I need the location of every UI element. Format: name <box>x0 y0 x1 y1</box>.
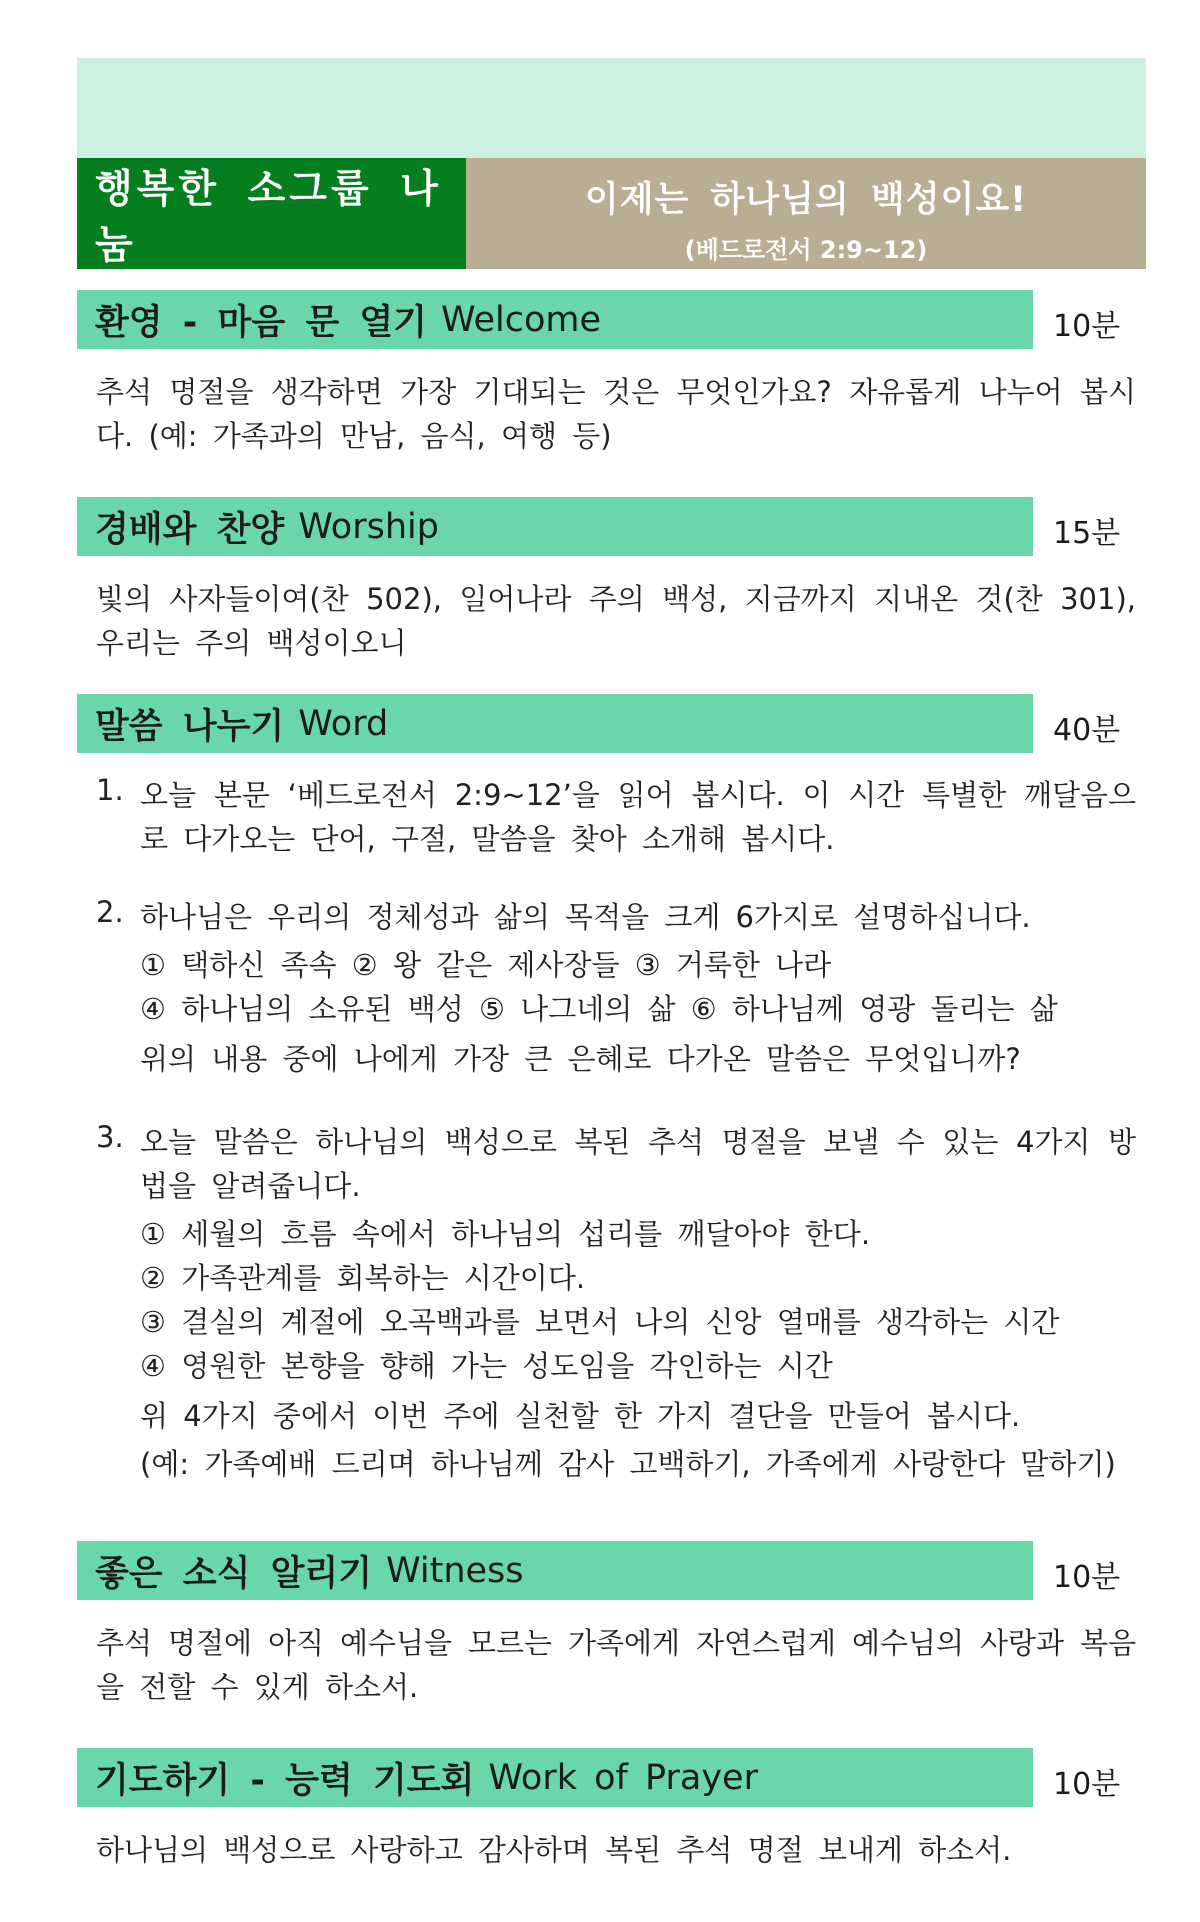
section-title-ko: 말씀 나누기 <box>95 706 285 747</box>
question-sub-line: ① 세월의 흐름 속에서 하나님의 섭리를 깨달아야 한다. <box>140 1217 871 1251</box>
question-sub-line: 위의 내용 중에 나에게 가장 큰 은혜로 다가온 말씀은 무엇입니까? <box>140 1042 1021 1076</box>
section-time: 40분 <box>1053 713 1121 748</box>
section-header-witness <box>77 1541 1033 1600</box>
top-band <box>77 58 1146 158</box>
scripture-reference: (베드로전서 2:9~12) <box>684 236 928 264</box>
question-sub-line: ② 가족관계를 회복하는 시간이다. <box>140 1261 586 1295</box>
section-header-word <box>77 694 1033 753</box>
section-text-witness: 추석 명절에 아직 예수님을 모르는 가족에게 자연스럽게 예수님의 사랑과 복음을 전할 수 있게 하소서. <box>96 1626 1136 1704</box>
section-text-welcome: 추석 명절을 생각하면 가장 기대되는 것은 무엇인가요? 자유롭게 나누어 봅시다. (예: 가족과의 만남, 음식, 여행 등) <box>96 375 1136 453</box>
word-question-3 <box>96 1120 1136 1486</box>
section-title-en: Worship <box>298 506 439 547</box>
question-text: 오늘 말씀은 하나님의 백성으로 복된 추석 명절을 보낼 수 있는 4가지 방법을 알려줍니다. <box>140 1125 1136 1203</box>
section-header-prayer <box>77 1748 1033 1807</box>
section-text-worship: 빛의 사자들이여(찬 502), 일어나라 주의 백성, 지금까지 지내온 것(찬 301), 우리는 주의 백성이오니 <box>96 582 1136 660</box>
sermon-title-block <box>466 158 1146 269</box>
question-number: 3. <box>96 1120 124 1154</box>
question-sub-line: (예: 가족예배 드리며 하나님께 감사 고백하기, 가족에게 사랑한다 말하기) <box>140 1447 1116 1481</box>
question-sub-line: ③ 결실의 계절에 오곡백과를 보면서 나의 신앙 열매를 생각하는 시간 <box>140 1305 1060 1339</box>
section-time: 10분 <box>1053 1560 1121 1595</box>
page-title <box>77 158 466 269</box>
section-title-en: Word <box>298 703 389 744</box>
section-title-en: Witness <box>386 1550 524 1591</box>
question-sub-line: ④ 하나님의 소유된 백성 ⑤ 나그네의 삶 ⑥ 하나님께 영광 돌리는 삶 <box>140 992 1058 1026</box>
section-title-en: Welcome <box>440 299 602 340</box>
sermon-title: 이제는 하나님의 백성이요! <box>584 180 1028 220</box>
section-text-prayer: 하나님의 백성으로 사랑하고 감사하며 복된 추석 명절 보내게 하소서. <box>96 1833 1012 1867</box>
question-text: 하나님은 우리의 정체성과 삶의 목적을 크게 6가지로 설명하십니다. <box>140 900 1031 934</box>
section-header-welcome <box>77 290 1033 349</box>
question-sub-line: 위 4가지 중에서 이번 주에 실천할 한 가지 결단을 만들어 봅시다. <box>140 1399 1021 1433</box>
section-header-worship <box>77 497 1033 556</box>
section-title-ko: 환영 - 마음 문 열기 <box>95 302 427 343</box>
question-sub-line: ④ 영원한 본향을 향해 가는 성도임을 각인하는 시간 <box>140 1349 833 1383</box>
section-time: 10분 <box>1053 309 1121 344</box>
section-title-en: Work of Prayer <box>488 1757 758 1798</box>
question-number: 1. <box>96 773 124 807</box>
section-time: 10분 <box>1053 1767 1121 1802</box>
question-number: 2. <box>96 895 124 929</box>
word-question-1 <box>96 773 1136 861</box>
question-sub-line: ① 택하신 족속 ② 왕 같은 제사장들 ③ 거룩한 나라 <box>140 948 832 982</box>
word-question-2 <box>96 895 1136 1081</box>
section-time: 15분 <box>1053 516 1121 551</box>
section-title-ko: 좋은 소식 알리기 <box>95 1553 373 1594</box>
question-text: 오늘 본문 ‘베드로전서 2:9~12’을 읽어 봅시다. 이 시간 특별한 깨달음으로 다가오는 단어, 구절, 말씀을 찾아 소개해 봅시다. <box>140 778 1136 856</box>
page-title-text: 행복한 소그룹 나눔 <box>95 166 442 268</box>
section-title-ko: 경배와 찬양 <box>95 509 285 550</box>
section-title-ko: 기도하기 - 능력 기도회 <box>95 1760 475 1801</box>
